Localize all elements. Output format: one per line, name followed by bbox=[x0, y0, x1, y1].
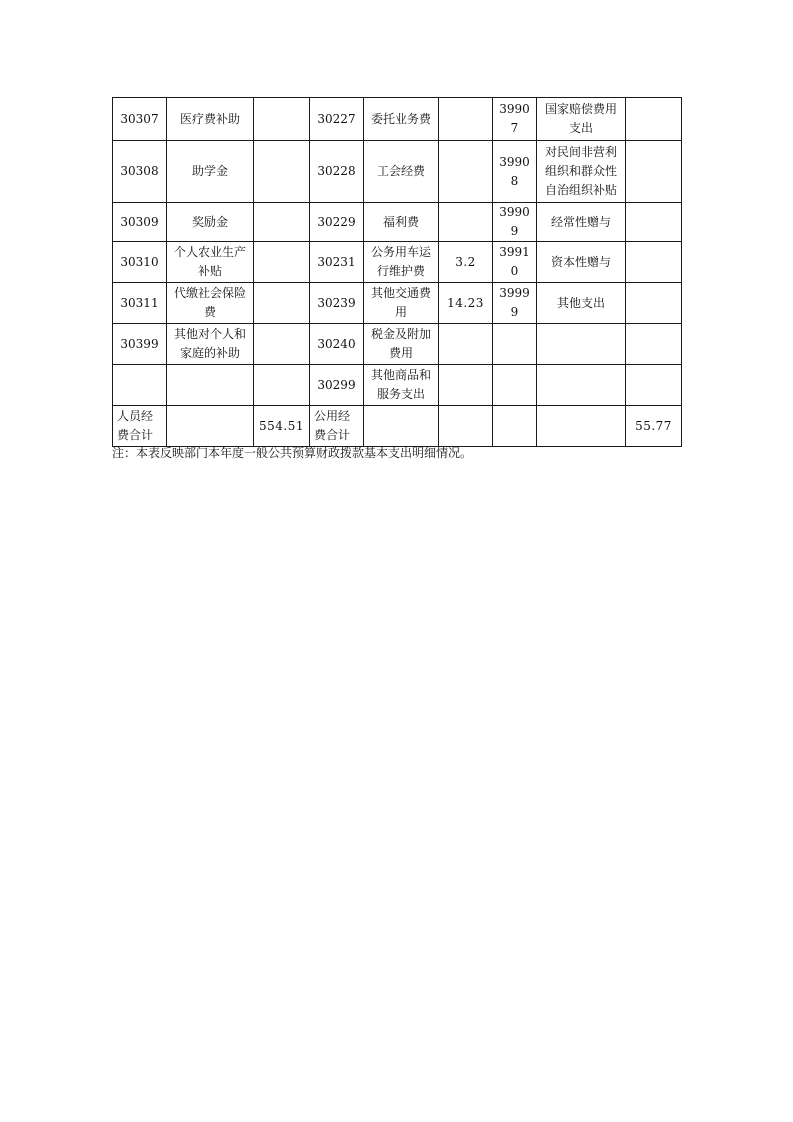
personnel-total-amount: 554.51 bbox=[254, 406, 310, 447]
code-cell bbox=[493, 365, 537, 406]
amount-cell: 3.2 bbox=[439, 242, 493, 283]
table-note: 注：本表反映部门本年度一般公共预算财政拨款基本支出明细情况。 bbox=[112, 446, 473, 460]
item-name-cell bbox=[364, 406, 439, 447]
amount-cell bbox=[254, 141, 310, 203]
code-cell: 30240 bbox=[310, 324, 364, 365]
code-cell: 30231 bbox=[310, 242, 364, 283]
item-name-cell bbox=[537, 406, 626, 447]
item-name-cell: 其他支出 bbox=[537, 283, 626, 324]
amount-cell bbox=[439, 406, 493, 447]
item-name-cell: 对民间非营利组织和群众性自治组织补贴 bbox=[537, 141, 626, 203]
code-cell: 39999 bbox=[493, 283, 537, 324]
amount-cell bbox=[626, 283, 682, 324]
table-row bbox=[113, 98, 682, 141]
table-row bbox=[113, 203, 682, 242]
code-cell bbox=[113, 365, 167, 406]
amount-cell bbox=[254, 242, 310, 283]
item-name-cell: 助学金 bbox=[167, 141, 254, 203]
item-name-cell bbox=[167, 406, 254, 447]
item-name-cell: 委托业务费 bbox=[364, 98, 439, 141]
personnel-total-label: 人员经费合计 bbox=[113, 406, 167, 447]
code-cell bbox=[493, 406, 537, 447]
code-cell: 30399 bbox=[113, 324, 167, 365]
item-name-cell: 奖励金 bbox=[167, 203, 254, 242]
amount-cell bbox=[439, 203, 493, 242]
item-name-cell: 其他交通费用 bbox=[364, 283, 439, 324]
code-cell: 39909 bbox=[493, 203, 537, 242]
table-row bbox=[113, 365, 682, 406]
amount-cell: 14.23 bbox=[439, 283, 493, 324]
code-cell: 30299 bbox=[310, 365, 364, 406]
total-row bbox=[113, 406, 682, 447]
item-name-cell: 资本性赠与 bbox=[537, 242, 626, 283]
item-name-cell: 公务用车运行维护费 bbox=[364, 242, 439, 283]
code-cell: 39908 bbox=[493, 141, 537, 203]
amount-cell bbox=[626, 365, 682, 406]
code-cell: 30228 bbox=[310, 141, 364, 203]
code-cell: 30309 bbox=[113, 203, 167, 242]
amount-cell bbox=[439, 324, 493, 365]
amount-cell bbox=[439, 365, 493, 406]
code-cell: 30310 bbox=[113, 242, 167, 283]
table-row bbox=[113, 283, 682, 324]
code-cell: 39907 bbox=[493, 98, 537, 141]
amount-cell bbox=[254, 98, 310, 141]
amount-cell bbox=[254, 324, 310, 365]
public-total-amount: 55.77 bbox=[626, 406, 682, 447]
basic-expenditure-table bbox=[112, 97, 682, 447]
code-cell: 30227 bbox=[310, 98, 364, 141]
code-cell: 30307 bbox=[113, 98, 167, 141]
item-name-cell: 其他商品和服务支出 bbox=[364, 365, 439, 406]
amount-cell bbox=[626, 203, 682, 242]
item-name-cell: 税金及附加费用 bbox=[364, 324, 439, 365]
code-cell bbox=[493, 324, 537, 365]
table-row bbox=[113, 324, 682, 365]
item-name-cell: 国家赔偿费用支出 bbox=[537, 98, 626, 141]
item-name-cell bbox=[167, 365, 254, 406]
amount-cell bbox=[626, 324, 682, 365]
amount-cell bbox=[439, 141, 493, 203]
code-cell: 30311 bbox=[113, 283, 167, 324]
item-name-cell: 医疗费补助 bbox=[167, 98, 254, 141]
item-name-cell: 工会经费 bbox=[364, 141, 439, 203]
item-name-cell: 个人农业生产补贴 bbox=[167, 242, 254, 283]
table-row bbox=[113, 242, 682, 283]
amount-cell bbox=[254, 283, 310, 324]
amount-cell bbox=[626, 242, 682, 283]
item-name-cell: 经常性赠与 bbox=[537, 203, 626, 242]
amount-cell bbox=[254, 365, 310, 406]
amount-cell bbox=[626, 141, 682, 203]
table-row bbox=[113, 141, 682, 203]
amount-cell bbox=[439, 98, 493, 141]
code-cell: 30229 bbox=[310, 203, 364, 242]
public-total-label: 公用经费合计 bbox=[310, 406, 364, 447]
item-name-cell: 福利费 bbox=[364, 203, 439, 242]
code-cell: 30308 bbox=[113, 141, 167, 203]
code-cell: 30239 bbox=[310, 283, 364, 324]
item-name-cell: 其他对个人和家庭的补助 bbox=[167, 324, 254, 365]
item-name-cell bbox=[537, 324, 626, 365]
code-cell: 39910 bbox=[493, 242, 537, 283]
amount-cell bbox=[626, 98, 682, 141]
amount-cell bbox=[254, 203, 310, 242]
item-name-cell: 代缴社会保险费 bbox=[167, 283, 254, 324]
item-name-cell bbox=[537, 365, 626, 406]
